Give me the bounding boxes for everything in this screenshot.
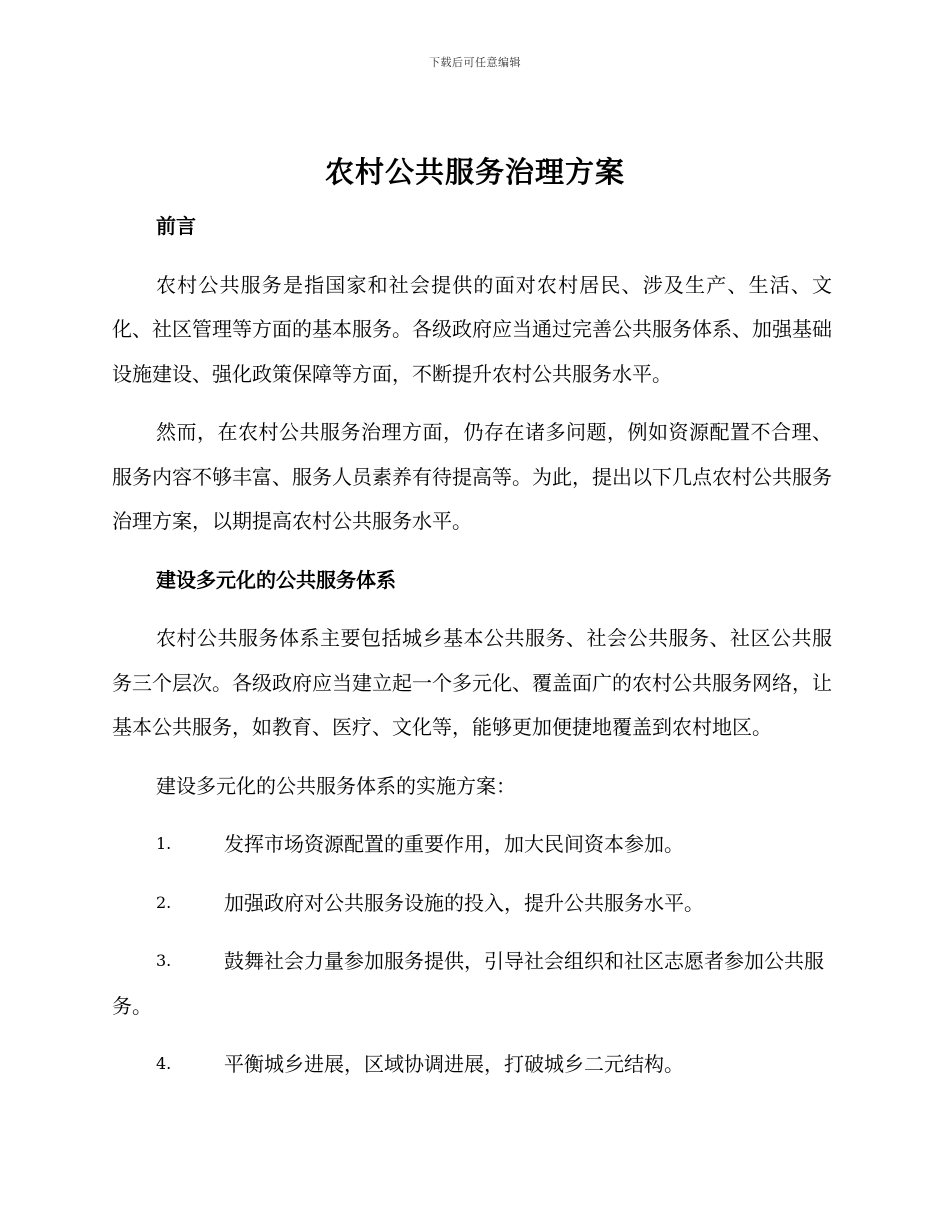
list-item-text: 平衡城乡进展，区域协调进展，打破城乡二元结构。	[224, 1052, 684, 1076]
document-title: 农村公共服务治理方案	[324, 155, 625, 189]
list-item-number: 2.	[156, 892, 172, 912]
paragraph-problems: 然而，在农村公共服务治理方面，仍存在诸多问题，例如资源配置不合理、服务内容不够丰富、服务人员素养有待提高等。为此，提出以下几点农村公共服务治理方案，以期提高农村公共服务水平。	[112, 420, 832, 533]
paragraph-intro: 农村公共服务是指国家和社会提供的面对农村居民、涉及生产、生活、文化、社区管理等方面的基本服务。各级政府应当通过完善公共服务体系、加强基础设施建设、强化政策保障等方面，不断提升农村公共服务水平。	[112, 272, 832, 386]
list-item	[112, 1042, 832, 1087]
list-item-text: 加强政府对公共服务设施的投入，提升公共服务水平。	[224, 890, 704, 915]
list-item	[112, 881, 832, 926]
list-item	[112, 939, 832, 1028]
section-heading-preface: 前言	[156, 214, 196, 238]
page-header-note: 下载后可任意编辑	[429, 56, 521, 69]
section-heading-diversified-system: 建设多元化的公共服务体系	[156, 567, 396, 592]
list-item-text: 发挥市场资源配置的重要作用，加大民间资本参加。	[224, 832, 684, 856]
list-item	[112, 822, 832, 867]
list-item-number: 1.	[156, 834, 172, 853]
document-body	[112, 204, 832, 1101]
paragraph-implementation-intro: 建设多元化的公共服务体系的实施方案：	[156, 773, 516, 798]
paragraph-system-description: 农村公共服务体系主要包括城乡基本公共服务、社会公共服务、社区公共服务三个层次。各级政府应当建立起一个多元化、覆盖面广的农村公共服务网络，让基本公共服务，如教育、医疗、文化等，能够更加便捷地覆盖到农村地区。	[112, 626, 832, 739]
list-item-number: 3.	[156, 951, 172, 970]
list-item-number: 4.	[156, 1054, 172, 1073]
list-item-text: 鼓舞社会力量参加服务提供，引导社会组织和社区志愿者参加公共服务。	[112, 949, 824, 1018]
